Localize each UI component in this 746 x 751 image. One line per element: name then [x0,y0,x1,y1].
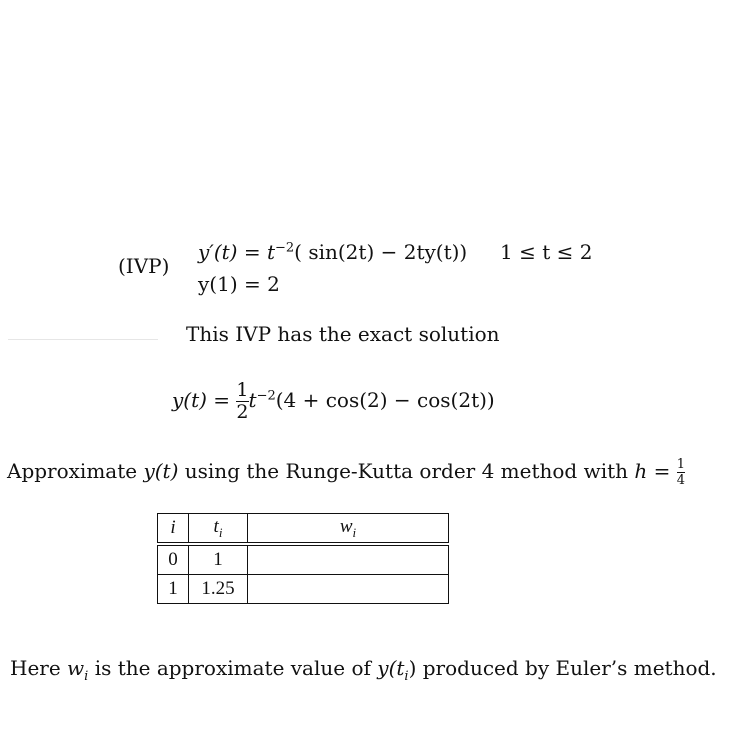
cell-i: 0 [157,545,189,575]
footer-w: w [67,656,85,680]
footer-w-sub: i [84,669,89,684]
footer-after: produced by Euler’s method. [422,656,717,680]
ode-domain: 1 ≤ t ≤ 2 [500,240,593,264]
task-eq: = [653,459,671,483]
h-denominator: 4 [676,473,686,488]
half-denominator: 2 [236,401,249,423]
half-fraction [236,381,248,422]
task-yt: y(t) [143,459,179,483]
footer-y-sub: i [404,669,409,684]
cell-i: 1 [157,575,189,604]
ode-exponent: −2 [275,240,295,256]
faint-divider [8,339,158,340]
footer-note [10,656,717,684]
task-after: using the Runge-Kutta order 4 method with [184,459,629,483]
initial-condition: y(1) = 2 [198,272,280,296]
footer-before: Here [10,656,61,680]
cell-t: 1.25 [189,575,248,604]
footer-middle: is the approximate value of [94,656,371,680]
footer-y-close: ) [408,656,417,680]
ode-rhs: ( sin(2t) − 2ty(t)) [294,240,468,264]
task-before: Approximate [7,459,138,483]
header-i: i [157,513,189,543]
cell-t: 1 [189,545,248,575]
table-row [157,545,449,575]
header-w: $w_i$ [248,513,449,543]
footer-y: y(t [377,656,405,680]
exact-solution [172,381,495,422]
table-header-row [157,513,449,543]
exact-t: t [248,388,257,412]
ode-lhs: y′(t) = t [198,240,275,264]
exact-rest: (4 + cos(2) − cos(2t)) [275,388,495,412]
cell-w [248,545,449,575]
h-numerator: 1 [676,457,686,472]
ode-equation [198,240,467,264]
task-line [7,458,685,487]
ivp-tag: (IVP) [118,254,170,278]
rk4-table [157,513,449,604]
cell-w [248,575,449,604]
exact-intro: This IVP has the exact solution [186,322,500,346]
task-h: h [634,459,648,483]
header-t: $t_i$ [189,513,248,543]
exact-exponent: −2 [256,388,276,404]
exact-lhs: y(t) = [172,388,231,412]
table-row [157,575,449,604]
half-numerator: 1 [236,379,249,401]
h-fraction [677,458,685,487]
